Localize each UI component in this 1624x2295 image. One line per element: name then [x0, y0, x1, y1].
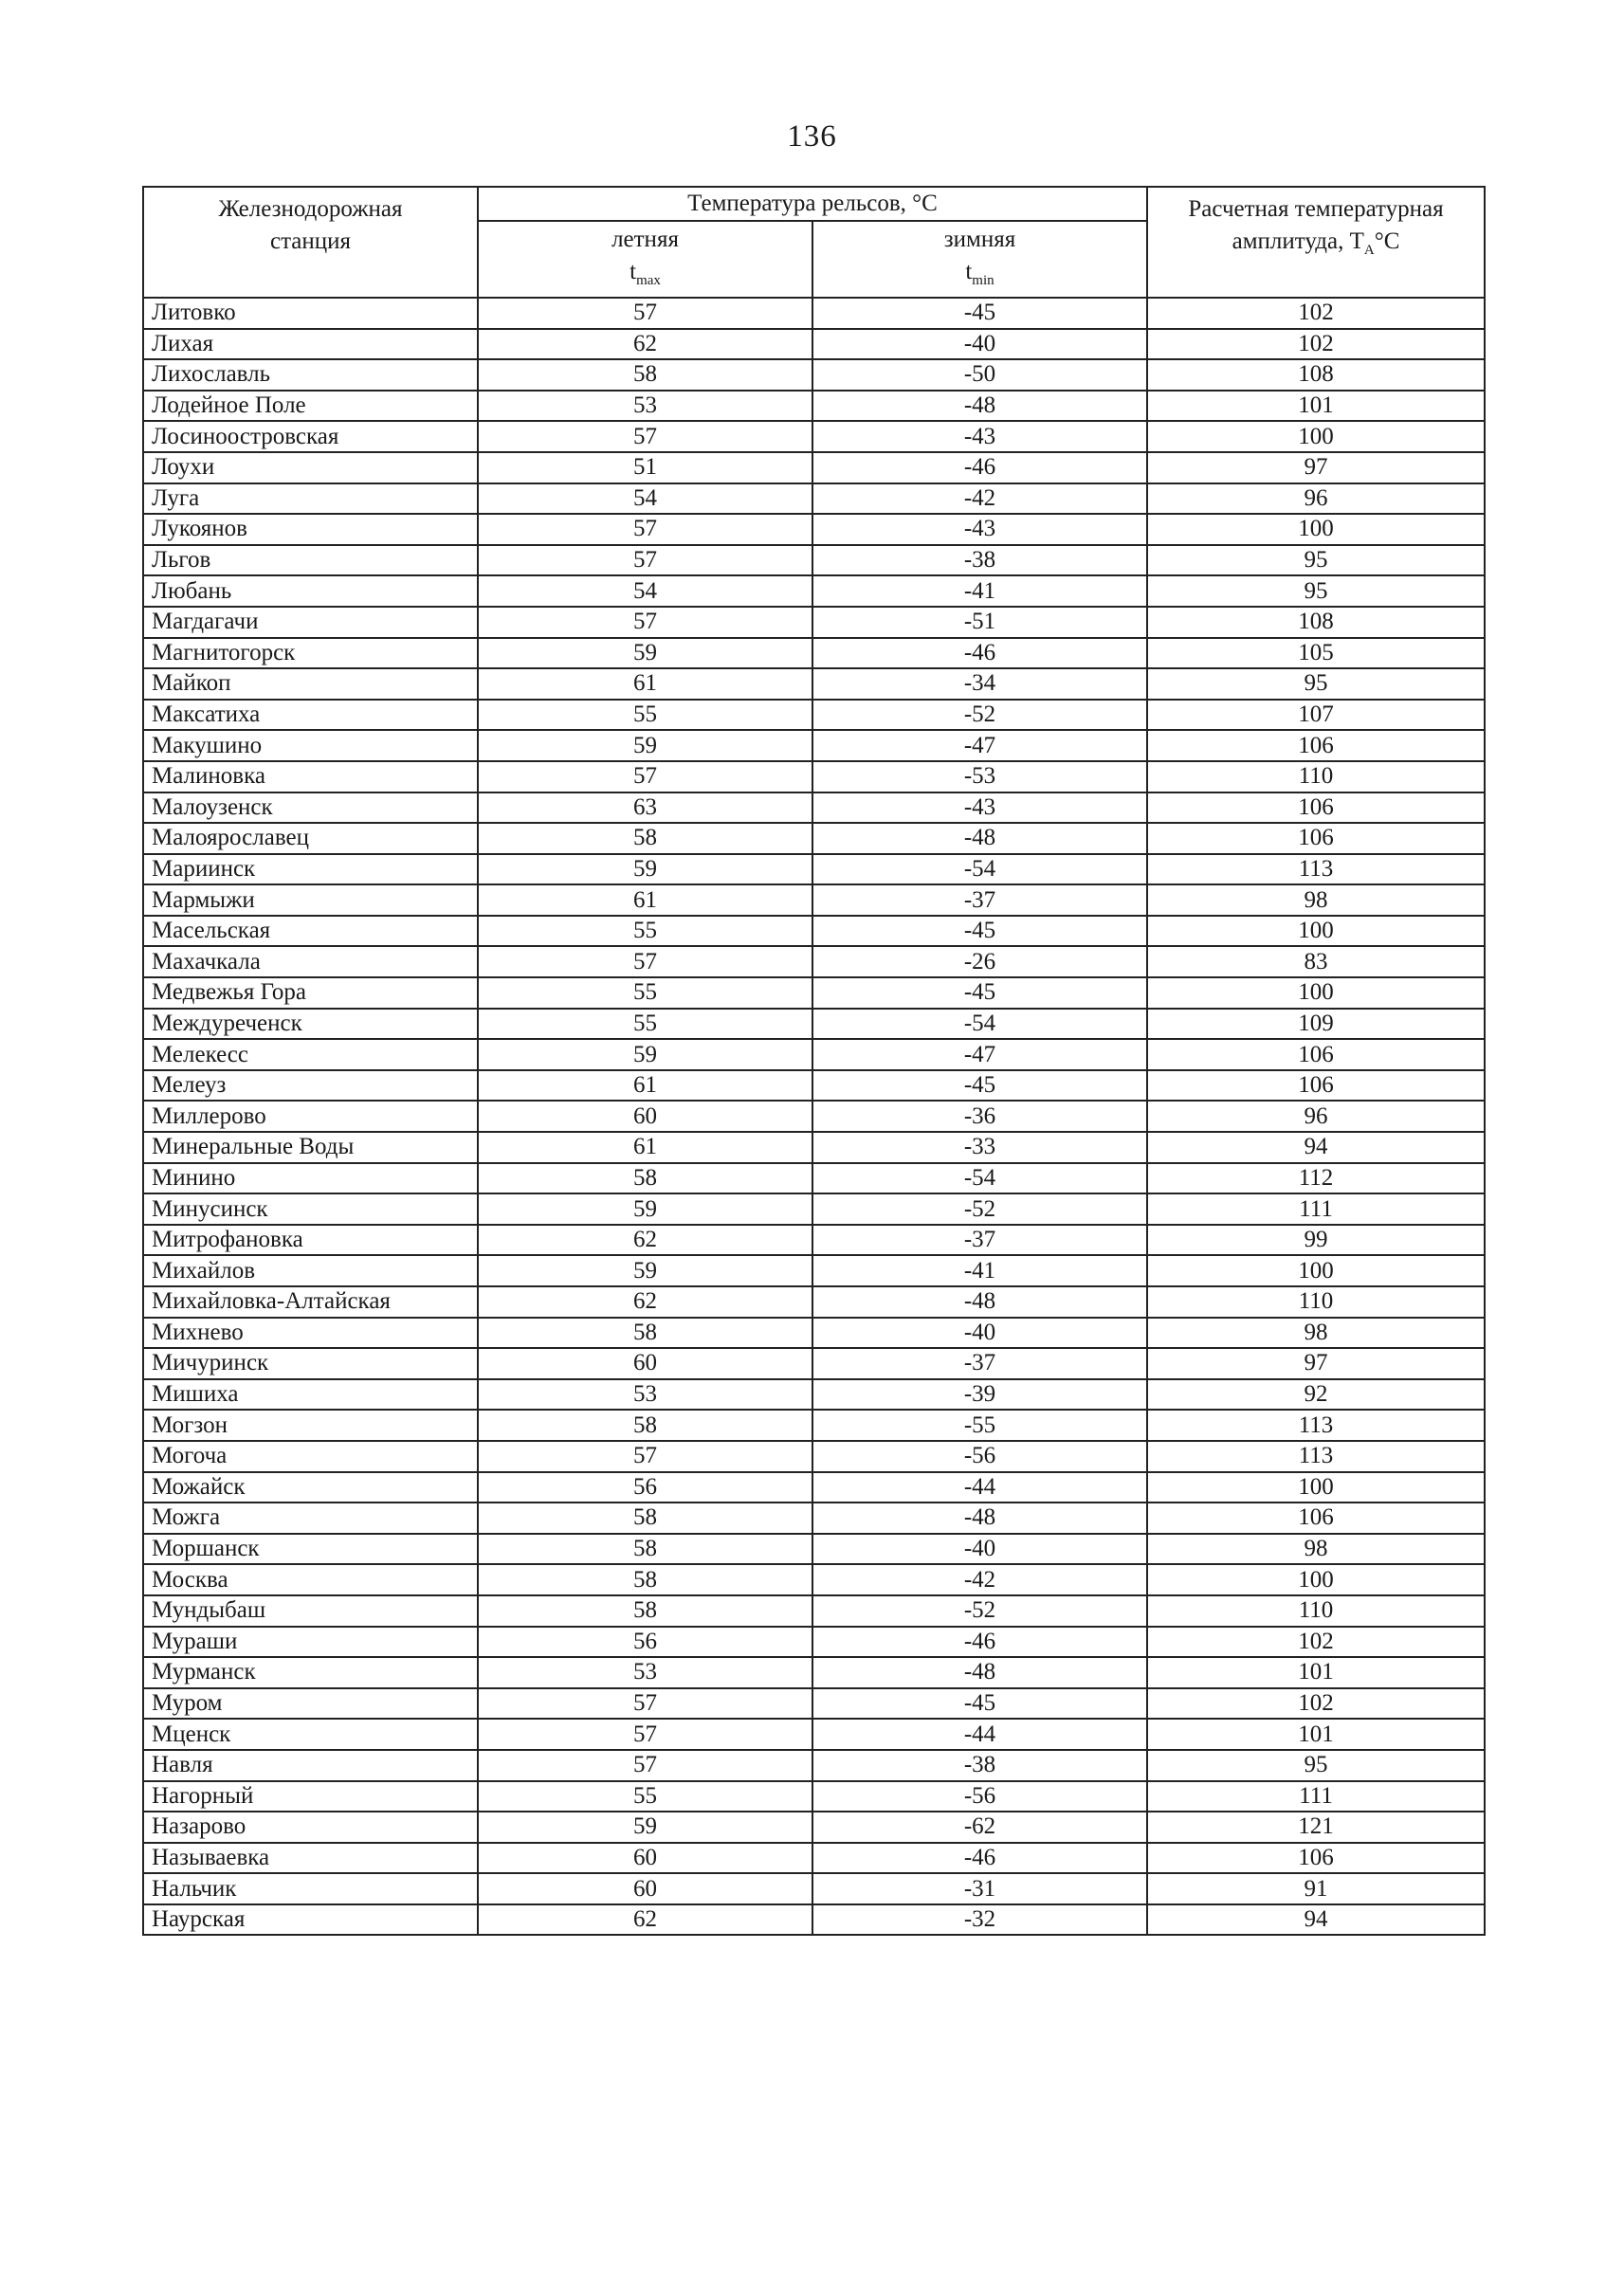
cell-station: Малоярославец — [143, 823, 478, 854]
cell-winter-tmin: -48 — [812, 391, 1147, 422]
cell-summer-tmax: 61 — [478, 884, 812, 916]
cell-summer-tmax: 53 — [478, 1657, 812, 1688]
cell-summer-tmax: 58 — [478, 1564, 812, 1595]
cell-station: Лодейное Поле — [143, 391, 478, 422]
table-row — [143, 977, 1485, 1009]
cell-amplitude: 91 — [1147, 1873, 1485, 1904]
table-row — [143, 1472, 1485, 1503]
cell-summer-tmax: 56 — [478, 1627, 812, 1658]
cell-amplitude: 95 — [1147, 668, 1485, 700]
cell-station: Можга — [143, 1503, 478, 1534]
cell-summer-tmax: 62 — [478, 329, 812, 360]
cell-station: Лосиноостровская — [143, 421, 478, 452]
cell-summer-tmax: 53 — [478, 391, 812, 422]
table-row — [143, 884, 1485, 916]
cell-winter-tmin: -42 — [812, 1564, 1147, 1595]
table-row — [143, 1193, 1485, 1225]
cell-winter-tmin: -48 — [812, 1286, 1147, 1318]
table-row — [143, 1441, 1485, 1472]
cell-summer-tmax: 56 — [478, 1472, 812, 1503]
cell-station: Междуреченск — [143, 1009, 478, 1040]
table-row — [143, 1101, 1485, 1132]
table-row — [143, 1039, 1485, 1070]
table-row — [143, 1410, 1485, 1441]
cell-summer-tmax: 54 — [478, 575, 812, 607]
cell-amplitude: 98 — [1147, 884, 1485, 916]
cell-winter-tmin: -56 — [812, 1781, 1147, 1812]
cell-amplitude: 95 — [1147, 545, 1485, 576]
cell-station: Мураши — [143, 1627, 478, 1658]
table-row — [143, 1843, 1485, 1874]
cell-summer-tmax: 58 — [478, 1318, 812, 1349]
cell-station: Лихославль — [143, 359, 478, 391]
cell-station: Муром — [143, 1688, 478, 1720]
winter-subscript: min — [972, 273, 994, 288]
amplitude-unit: °С — [1374, 228, 1400, 254]
cell-winter-tmin: -47 — [812, 1039, 1147, 1070]
table-row — [143, 1719, 1485, 1750]
table-row — [143, 1595, 1485, 1627]
cell-winter-tmin: -41 — [812, 1255, 1147, 1286]
cell-summer-tmax: 62 — [478, 1904, 812, 1936]
table-row — [143, 1904, 1485, 1936]
cell-winter-tmin: -40 — [812, 1534, 1147, 1565]
cell-amplitude: 121 — [1147, 1812, 1485, 1843]
summer-subscript: max — [636, 273, 661, 288]
cell-amplitude: 101 — [1147, 1719, 1485, 1750]
cell-amplitude: 106 — [1147, 1070, 1485, 1102]
cell-station: Литовко — [143, 298, 478, 329]
table-row — [143, 607, 1485, 638]
cell-summer-tmax: 57 — [478, 514, 812, 545]
cell-station: Лоухи — [143, 452, 478, 483]
table-row — [143, 1812, 1485, 1843]
table-row — [143, 1564, 1485, 1595]
cell-station: Митрофановка — [143, 1225, 478, 1256]
cell-summer-tmax: 58 — [478, 1410, 812, 1441]
table-row — [143, 668, 1485, 700]
cell-amplitude: 98 — [1147, 1534, 1485, 1565]
cell-summer-tmax: 59 — [478, 1255, 812, 1286]
cell-station: Максатиха — [143, 700, 478, 731]
cell-summer-tmax: 55 — [478, 916, 812, 947]
cell-winter-tmin: -54 — [812, 1009, 1147, 1040]
cell-station: Махачкала — [143, 946, 478, 977]
cell-station: Мундыбаш — [143, 1595, 478, 1627]
cell-summer-tmax: 57 — [478, 607, 812, 638]
cell-amplitude: 106 — [1147, 1503, 1485, 1534]
cell-amplitude: 95 — [1147, 1750, 1485, 1781]
cell-amplitude: 108 — [1147, 607, 1485, 638]
winter-symbol: t — [965, 259, 973, 284]
header-winter-symbol — [813, 256, 1146, 297]
table-row — [143, 545, 1485, 576]
header-summer-symbol — [479, 256, 812, 297]
cell-amplitude: 102 — [1147, 1627, 1485, 1658]
cell-station: Мелеуз — [143, 1070, 478, 1102]
cell-summer-tmax: 59 — [478, 1039, 812, 1070]
amplitude-text: амплитуда, Т — [1232, 228, 1364, 254]
cell-station: Любань — [143, 575, 478, 607]
cell-winter-tmin: -40 — [812, 1318, 1147, 1349]
cell-amplitude: 101 — [1147, 391, 1485, 422]
cell-summer-tmax: 57 — [478, 946, 812, 977]
table-row — [143, 1503, 1485, 1534]
cell-summer-tmax: 57 — [478, 1688, 812, 1720]
cell-winter-tmin: -51 — [812, 607, 1147, 638]
cell-amplitude: 99 — [1147, 1225, 1485, 1256]
cell-winter-tmin: -31 — [812, 1873, 1147, 1904]
table-row — [143, 1318, 1485, 1349]
table-row — [143, 700, 1485, 731]
table-row — [143, 1688, 1485, 1720]
cell-amplitude: 100 — [1147, 977, 1485, 1009]
cell-winter-tmin: -53 — [812, 761, 1147, 792]
header-summer — [478, 221, 812, 298]
header-station-line2: станция — [269, 228, 352, 254]
cell-station: Моршанск — [143, 1534, 478, 1565]
table-row — [143, 1255, 1485, 1286]
page-number: 136 — [787, 119, 837, 154]
cell-summer-tmax: 60 — [478, 1873, 812, 1904]
table-row — [143, 452, 1485, 483]
cell-amplitude: 110 — [1147, 1595, 1485, 1627]
header-amplitude-line1: Расчетная температурная — [1188, 196, 1444, 222]
cell-summer-tmax: 57 — [478, 298, 812, 329]
cell-amplitude: 92 — [1147, 1379, 1485, 1411]
cell-summer-tmax: 51 — [478, 452, 812, 483]
cell-station: Миллерово — [143, 1101, 478, 1132]
amplitude-subscript: A — [1363, 243, 1375, 258]
cell-summer-tmax: 58 — [478, 1503, 812, 1534]
cell-amplitude: 101 — [1147, 1657, 1485, 1688]
cell-station: Лихая — [143, 329, 478, 360]
table-row — [143, 730, 1485, 761]
cell-amplitude: 112 — [1147, 1163, 1485, 1194]
cell-winter-tmin: -46 — [812, 1627, 1147, 1658]
cell-amplitude: 106 — [1147, 1843, 1485, 1874]
header-rail-temperature: Температура рельсов, °С — [478, 187, 1147, 221]
cell-station: Михайлов — [143, 1255, 478, 1286]
table-row — [143, 391, 1485, 422]
cell-amplitude: 100 — [1147, 1564, 1485, 1595]
table-row — [143, 1225, 1485, 1256]
cell-winter-tmin: -46 — [812, 1843, 1147, 1874]
cell-station: Минино — [143, 1163, 478, 1194]
cell-station: Льгов — [143, 545, 478, 576]
cell-winter-tmin: -38 — [812, 1750, 1147, 1781]
cell-station: Мариинск — [143, 854, 478, 885]
cell-winter-tmin: -26 — [812, 946, 1147, 977]
cell-station: Михайловка-Алтайская — [143, 1286, 478, 1318]
table-row — [143, 1009, 1485, 1040]
header-station-line1: Железнодорожная — [218, 196, 403, 222]
cell-station: Майкоп — [143, 668, 478, 700]
cell-summer-tmax: 59 — [478, 730, 812, 761]
cell-amplitude: 113 — [1147, 854, 1485, 885]
cell-amplitude: 100 — [1147, 421, 1485, 452]
table-row — [143, 514, 1485, 545]
cell-station: Минусинск — [143, 1193, 478, 1225]
cell-winter-tmin: -45 — [812, 298, 1147, 329]
cell-station: Нагорный — [143, 1781, 478, 1812]
cell-winter-tmin: -56 — [812, 1441, 1147, 1472]
header-amplitude-line2 — [1232, 228, 1400, 258]
table-row — [143, 1286, 1485, 1318]
table-row — [143, 359, 1485, 391]
cell-station: Магдагачи — [143, 607, 478, 638]
table-row — [143, 1781, 1485, 1812]
cell-winter-tmin: -50 — [812, 359, 1147, 391]
cell-amplitude: 109 — [1147, 1009, 1485, 1040]
cell-summer-tmax: 57 — [478, 1441, 812, 1472]
table-row — [143, 823, 1485, 854]
cell-winter-tmin: -45 — [812, 1688, 1147, 1720]
table-row — [143, 1750, 1485, 1781]
table-row — [143, 946, 1485, 977]
cell-winter-tmin: -44 — [812, 1719, 1147, 1750]
cell-summer-tmax: 57 — [478, 1719, 812, 1750]
cell-winter-tmin: -39 — [812, 1379, 1147, 1411]
table-row — [143, 1534, 1485, 1565]
cell-amplitude: 106 — [1147, 792, 1485, 824]
cell-station: Медвежья Гора — [143, 977, 478, 1009]
cell-amplitude: 113 — [1147, 1441, 1485, 1472]
cell-station: Малиновка — [143, 761, 478, 792]
cell-station: Мценск — [143, 1719, 478, 1750]
cell-winter-tmin: -40 — [812, 329, 1147, 360]
table-row — [143, 575, 1485, 607]
cell-winter-tmin: -37 — [812, 1348, 1147, 1379]
rail-temperature-table — [142, 186, 1486, 1936]
cell-summer-tmax: 61 — [478, 1070, 812, 1102]
cell-amplitude: 100 — [1147, 916, 1485, 947]
cell-station: Минеральные Воды — [143, 1132, 478, 1163]
cell-summer-tmax: 58 — [478, 1534, 812, 1565]
table-row — [143, 298, 1485, 329]
cell-summer-tmax: 60 — [478, 1843, 812, 1874]
cell-winter-tmin: -54 — [812, 1163, 1147, 1194]
table-row — [143, 421, 1485, 452]
header-winter-label: зимняя — [943, 227, 1016, 252]
cell-station: Мишиха — [143, 1379, 478, 1411]
table-body — [143, 298, 1485, 1935]
cell-winter-tmin: -37 — [812, 884, 1147, 916]
cell-amplitude: 96 — [1147, 483, 1485, 515]
table-header — [143, 187, 1485, 298]
table-row — [143, 1163, 1485, 1194]
cell-station: Называевка — [143, 1843, 478, 1874]
cell-station: Можайск — [143, 1472, 478, 1503]
cell-station: Лукоянов — [143, 514, 478, 545]
cell-station: Макушино — [143, 730, 478, 761]
cell-station: Малоузенск — [143, 792, 478, 824]
cell-winter-tmin: -45 — [812, 977, 1147, 1009]
table-row — [143, 1070, 1485, 1102]
cell-summer-tmax: 59 — [478, 1193, 812, 1225]
table-row — [143, 638, 1485, 669]
cell-winter-tmin: -45 — [812, 916, 1147, 947]
cell-winter-tmin: -48 — [812, 823, 1147, 854]
cell-station: Михнево — [143, 1318, 478, 1349]
cell-amplitude: 100 — [1147, 1255, 1485, 1286]
cell-station: Мелекесс — [143, 1039, 478, 1070]
cell-station: Магнитогорск — [143, 638, 478, 669]
cell-station: Масельская — [143, 916, 478, 947]
cell-amplitude: 110 — [1147, 1286, 1485, 1318]
cell-summer-tmax: 58 — [478, 1163, 812, 1194]
cell-summer-tmax: 60 — [478, 1101, 812, 1132]
cell-summer-tmax: 53 — [478, 1379, 812, 1411]
cell-summer-tmax: 57 — [478, 545, 812, 576]
cell-amplitude: 98 — [1147, 1318, 1485, 1349]
cell-winter-tmin: -45 — [812, 1070, 1147, 1102]
cell-summer-tmax: 57 — [478, 761, 812, 792]
cell-winter-tmin: -44 — [812, 1472, 1147, 1503]
cell-winter-tmin: -46 — [812, 638, 1147, 669]
cell-amplitude: 102 — [1147, 329, 1485, 360]
cell-summer-tmax: 59 — [478, 854, 812, 885]
table-row — [143, 792, 1485, 824]
cell-winter-tmin: -43 — [812, 514, 1147, 545]
cell-summer-tmax: 59 — [478, 638, 812, 669]
cell-amplitude: 96 — [1147, 1101, 1485, 1132]
summer-symbol: t — [630, 259, 637, 284]
cell-station: Нальчик — [143, 1873, 478, 1904]
cell-amplitude: 97 — [1147, 1348, 1485, 1379]
table-row — [143, 1627, 1485, 1658]
cell-amplitude: 100 — [1147, 1472, 1485, 1503]
cell-summer-tmax: 62 — [478, 1225, 812, 1256]
cell-winter-tmin: -38 — [812, 545, 1147, 576]
cell-amplitude: 100 — [1147, 514, 1485, 545]
table-row — [143, 1657, 1485, 1688]
cell-summer-tmax: 57 — [478, 1750, 812, 1781]
cell-station: Москва — [143, 1564, 478, 1595]
header-summer-label: летняя — [611, 227, 679, 252]
table-row — [143, 1348, 1485, 1379]
cell-station: Могзон — [143, 1410, 478, 1441]
cell-winter-tmin: -62 — [812, 1812, 1147, 1843]
cell-amplitude: 97 — [1147, 452, 1485, 483]
cell-winter-tmin: -43 — [812, 421, 1147, 452]
cell-amplitude: 113 — [1147, 1410, 1485, 1441]
cell-amplitude: 94 — [1147, 1132, 1485, 1163]
cell-amplitude: 106 — [1147, 823, 1485, 854]
cell-station: Назарово — [143, 1812, 478, 1843]
header-station — [143, 187, 478, 298]
cell-summer-tmax: 58 — [478, 359, 812, 391]
cell-winter-tmin: -48 — [812, 1657, 1147, 1688]
table-row — [143, 329, 1485, 360]
cell-winter-tmin: -41 — [812, 575, 1147, 607]
cell-winter-tmin: -52 — [812, 1595, 1147, 1627]
cell-amplitude: 106 — [1147, 730, 1485, 761]
cell-winter-tmin: -43 — [812, 792, 1147, 824]
cell-station: Навля — [143, 1750, 478, 1781]
cell-amplitude: 95 — [1147, 575, 1485, 607]
cell-winter-tmin: -42 — [812, 483, 1147, 515]
table-row — [143, 761, 1485, 792]
cell-amplitude: 107 — [1147, 700, 1485, 731]
cell-amplitude: 111 — [1147, 1193, 1485, 1225]
cell-summer-tmax: 54 — [478, 483, 812, 515]
cell-winter-tmin: -54 — [812, 854, 1147, 885]
cell-winter-tmin: -36 — [812, 1101, 1147, 1132]
cell-winter-tmin: -37 — [812, 1225, 1147, 1256]
header-winter — [812, 221, 1147, 298]
cell-summer-tmax: 60 — [478, 1348, 812, 1379]
cell-amplitude: 102 — [1147, 298, 1485, 329]
cell-summer-tmax: 63 — [478, 792, 812, 824]
cell-summer-tmax: 61 — [478, 668, 812, 700]
cell-station: Мурманск — [143, 1657, 478, 1688]
cell-winter-tmin: -52 — [812, 700, 1147, 731]
table-row — [143, 1873, 1485, 1904]
cell-winter-tmin: -34 — [812, 668, 1147, 700]
cell-amplitude: 94 — [1147, 1904, 1485, 1936]
cell-amplitude: 110 — [1147, 761, 1485, 792]
cell-station: Луга — [143, 483, 478, 515]
cell-winter-tmin: -33 — [812, 1132, 1147, 1163]
header-amplitude — [1147, 187, 1485, 298]
cell-summer-tmax: 55 — [478, 977, 812, 1009]
cell-amplitude: 108 — [1147, 359, 1485, 391]
cell-summer-tmax: 59 — [478, 1812, 812, 1843]
cell-summer-tmax: 57 — [478, 421, 812, 452]
cell-amplitude: 83 — [1147, 946, 1485, 977]
table-row — [143, 1379, 1485, 1411]
table-row — [143, 916, 1485, 947]
cell-station: Могоча — [143, 1441, 478, 1472]
cell-amplitude: 111 — [1147, 1781, 1485, 1812]
table-row — [143, 1132, 1485, 1163]
cell-amplitude: 106 — [1147, 1039, 1485, 1070]
table-row — [143, 483, 1485, 515]
cell-winter-tmin: -46 — [812, 452, 1147, 483]
cell-amplitude: 105 — [1147, 638, 1485, 669]
table-row — [143, 854, 1485, 885]
cell-winter-tmin: -32 — [812, 1904, 1147, 1936]
cell-winter-tmin: -55 — [812, 1410, 1147, 1441]
cell-summer-tmax: 55 — [478, 1009, 812, 1040]
cell-station: Мармыжи — [143, 884, 478, 916]
cell-summer-tmax: 55 — [478, 700, 812, 731]
cell-summer-tmax: 61 — [478, 1132, 812, 1163]
cell-summer-tmax: 62 — [478, 1286, 812, 1318]
cell-winter-tmin: -48 — [812, 1503, 1147, 1534]
cell-station: Наурская — [143, 1904, 478, 1936]
cell-summer-tmax: 55 — [478, 1781, 812, 1812]
cell-summer-tmax: 58 — [478, 823, 812, 854]
cell-summer-tmax: 58 — [478, 1595, 812, 1627]
cell-winter-tmin: -47 — [812, 730, 1147, 761]
cell-amplitude: 102 — [1147, 1688, 1485, 1720]
cell-winter-tmin: -52 — [812, 1193, 1147, 1225]
cell-station: Мичуринск — [143, 1348, 478, 1379]
